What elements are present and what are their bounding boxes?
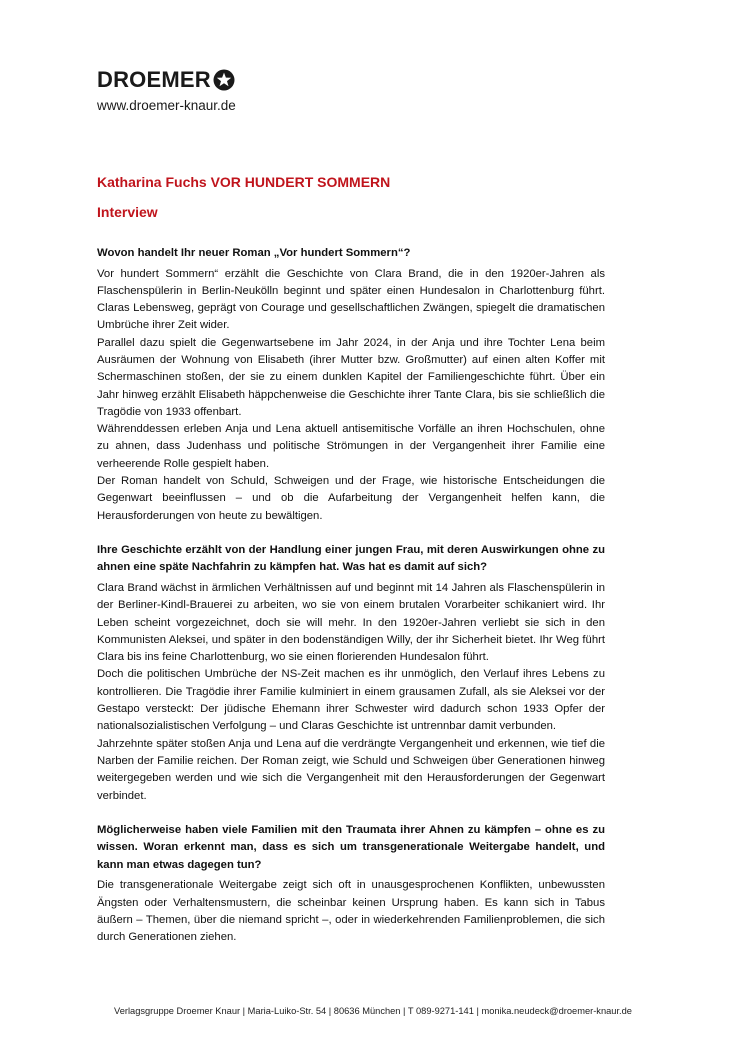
answer-paragraph: Vor hundert Sommern“ erzählt die Geschichte von Clara Brand, die in den 1920er-Jahren als Flaschenspülerin in Berlin-Neukölln beginnt und später einen Hundesalon in Charlottenburg führt. Claras Lebensweg, geprägt von Courage und gesellschaftlichen Zwängen, spiegelt die dramatischen Umbrüche ihrer Zeit wider. (97, 267, 605, 332)
interview-section-2 (97, 542, 605, 805)
publisher-footer: Verlagsgruppe Droemer Knaur | Maria-Luiko-Str. 54 | 80636 München | T 089-9271-141 | monika.neudeck@droemer-knaur.de (114, 1006, 632, 1016)
website-link[interactable]: www.droemer-knaur.de (97, 98, 236, 113)
question: Möglicherweise haben viele Familien mit den Traumata ihrer Ahnen zu kämpfen – ohne es zu wissen. Woran erkennt man, dass es sich um transgenerationale Weitergabe handelt, und kann man etwas dagegen tun? (97, 823, 605, 871)
answer-paragraph: Jahrzehnte später stoßen Anja und Lena auf die verdrängte Vergangenheit und erkennen, wie tief die Narben der Familie reichen. Der Roman zeigt, wie Schuld und Schweigen über Generationen hinweg weitergegeben werden und wie sich die Vergangenheit mit den Herausforderungen der Gegenwart verbindet. (97, 737, 605, 802)
answer-paragraph: Der Roman handelt von Schuld, Schweigen und der Frage, wie historische Entscheidungen die Gegenwart beeinflussen – und ob die Aufarbeitung der Vergangenheit helfen kann, die Herausforderungen von heute zu bewältigen. (97, 475, 605, 522)
star-circle-icon (213, 69, 235, 91)
answer-paragraph: Doch die politischen Umbrüche der NS-Zeit machen es ihr unmöglich, den Verlauf ihres Lebens zu kontrollieren. Die Tragödie ihrer Familie kulminiert in einem grausamen Zufall, als sie Aleksei vor der Gestapo versteckt: Der jüdische Ehemann ihrer Schwester wird dadurch schon 1933 Opfer der nationalsozialistischen Verfolgung – und Claras Geschichte ist untrennbar damit verbunden. (97, 668, 605, 733)
interview-section-1 (97, 245, 605, 525)
document-subtitle: Interview (97, 204, 158, 220)
publisher-logo (97, 66, 235, 94)
answer-paragraph: Parallel dazu spielt die Gegenwartsebene im Jahr 2024, in der Anja und ihre Tochter Lena beim Ausräumen der Wohnung von Elisabeth (ihrer Mutter bzw. Großmutter) auf einen alten Koffer mit Schermaschinen stoßen, der sie zu einem dunklen Kapitel der Familiengeschichte führt. Über ein Jahr hinweg erzählt Elisabeth häppchenweise die Geschichte ihrer Tante Clara, bis sie schließlich die Tragödie von 1933 offenbart. (97, 336, 605, 418)
question: Ihre Geschichte erzählt von der Handlung einer jungen Frau, mit deren Auswirkungen ohne zu ahnen eine späte Nachfahrin zu kämpfen hat. Was hat es damit auf sich? (97, 543, 605, 574)
brand-name: DROEMER (97, 67, 211, 92)
document-title: Katharina Fuchs VOR HUNDERT SOMMERN (97, 174, 391, 190)
answer-paragraph: Währenddessen erleben Anja und Lena aktuell antisemitische Vorfälle an ihren Hochschulen, ohne zu ahnen, dass Judenhass und politische Strömungen in der Vergangenheit ihrer Familie eine verheerende Rolle gespielt haben. (97, 423, 605, 470)
question: Wovon handelt Ihr neuer Roman „Vor hundert Sommern“? (97, 247, 411, 259)
interview-body (97, 245, 605, 964)
answer-paragraph: Die transgenerationale Weitergabe zeigt sich oft in unausgesprochenen Konflikten, unbewussten Ängsten oder Verhaltensmustern, die scheinbar keinen Ursprung haben. Es kann sich in Tabus äußern – Themen, über die niemand spricht –, oder in wiederkehrenden Familienproblemen, die sich durch Generationen ziehen. (97, 879, 605, 944)
answer-paragraph: Clara Brand wächst in ärmlichen Verhältnissen auf und beginnt mit 14 Jahren als Flaschenspülerin in der Berliner-Kindl-Brauerei zu arbeiten, wo sie von einem brutalen Vorarbeiter schikaniert wird. Ihr Leben scheint vorgezeichnet, doch sie will mehr. In den 1920er-Jahren verliebt sie sich in den Kommunisten Aleksei, und später in den bodenständigen Willy, der ihr Sicherheit bietet. Ihr Weg führt Clara bis ins feine Charlottenburg, wo sie einen florierenden Hundesalon führt. (97, 581, 605, 664)
interview-section-3 (97, 822, 605, 947)
